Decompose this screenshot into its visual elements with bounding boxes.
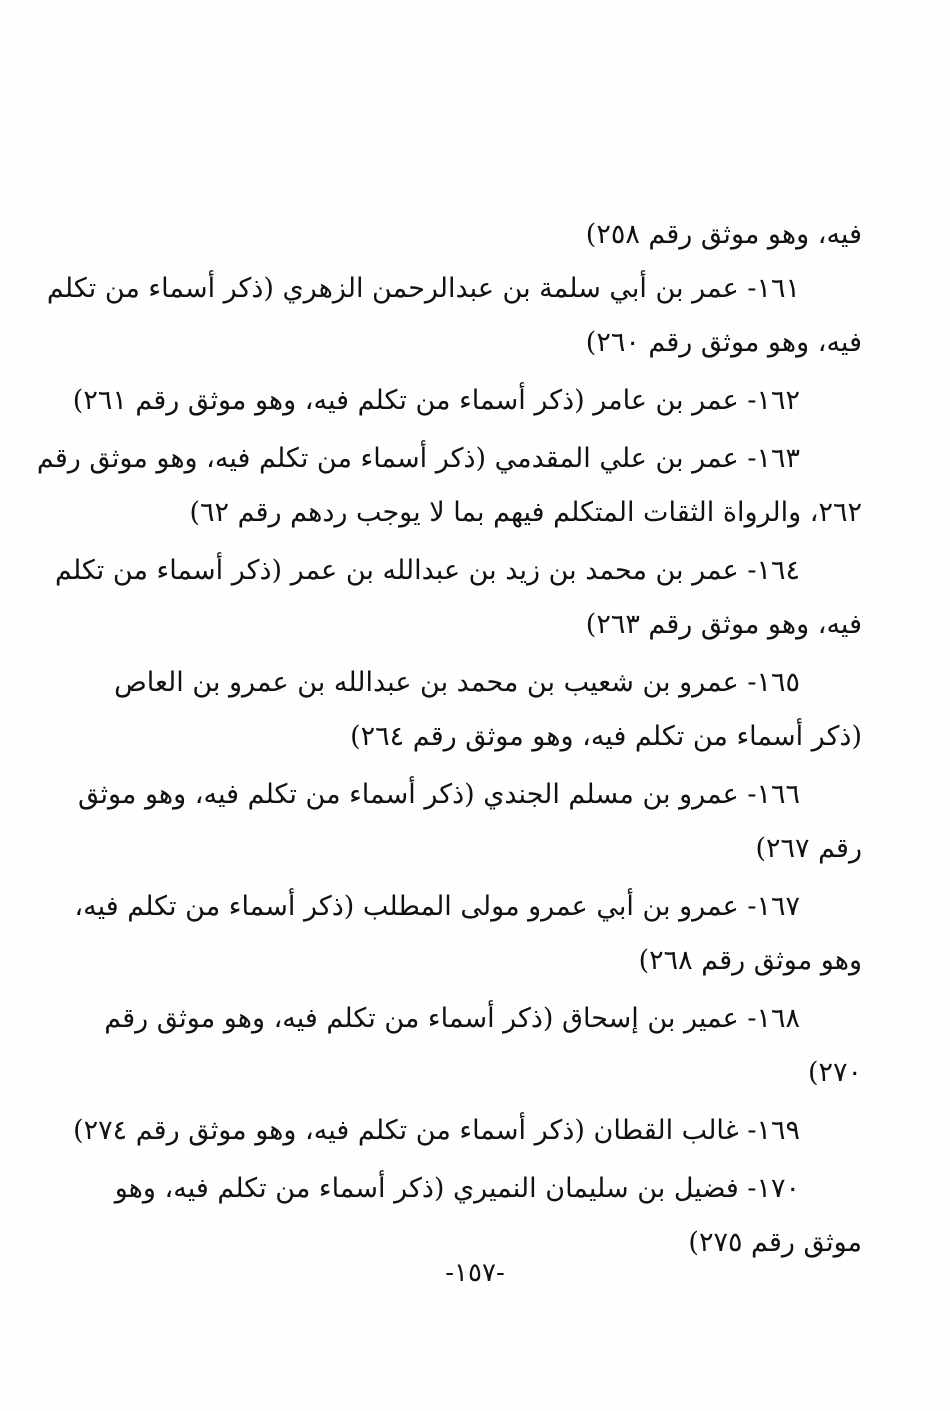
text-line: ١٦٤- عمر بن محمد بن زيد بن عبدالله بن عمر (ذكر أسماء من تكلم [54,555,800,586]
text-line: ١٦٧- عمرو بن أبي عمرو مولى المطلب (ذكر أسماء من تكلم فيه، [74,891,800,922]
text-line: ١٦٩- غالب القطان (ذكر أسماء من تكلم فيه، وهو موثق رقم ٢٧٤) [73,1115,800,1146]
text-line: رقم ٢٦٧) [755,833,862,864]
text-line: ١٦٦- عمرو بن مسلم الجندي (ذكر أسماء من تكلم فيه، وهو موثق [77,779,800,810]
entry-166 [77,768,862,876]
text-line: ١٦٣- عمر بن علي المقدمي (ذكر أسماء من تكلم فيه، وهو موثق رقم [36,443,800,474]
entry-170 [110,1162,862,1270]
continuation-entry [110,208,862,262]
entry-167 [74,880,862,988]
text-line: ١٧٠- فضيل بن سليمان النميري (ذكر أسماء من تكلم فيه، وهو [114,1173,800,1204]
text-line: ١٦٨- عمير بن إسحاق (ذكر أسماء من تكلم فيه، وهو موثق رقم [104,1003,800,1034]
text-line: وهو موثق رقم ٢٦٨) [638,945,862,976]
text-line: ١٦٥- عمرو بن شعيب بن محمد بن عبدالله بن عمرو بن العاص [114,667,800,698]
text-line: فيه، وهو موثق رقم ٢٦٠) [585,327,862,358]
text-line: ١٦٢- عمر بن عامر (ذكر أسماء من تكلم فيه، وهو موثق رقم ٢٦١) [72,385,800,416]
text-line: موثق رقم ٢٧٥) [688,1227,862,1258]
page-number: -١٥٧- [445,1258,505,1288]
entry-168 [104,992,862,1100]
entry-164 [54,544,862,652]
text-line: ٢٦٢، والرواة الثقات المتكلم فيهم بما لا يوجب ردهم رقم ٦٢) [189,497,862,528]
entry-169 [73,1104,862,1158]
text-line: ١٦١- عمر بن أبي سلمة بن عبدالرحمن الزهري (ذكر أسماء من تكلم [46,273,800,304]
entry-162 [72,374,862,428]
text-line: فيه، وهو موثق رقم ٢٥٨) [585,219,862,250]
text-line: فيه، وهو موثق رقم ٢٦٣) [585,609,862,640]
text-body [36,208,862,1274]
entry-161 [46,262,862,370]
text-line: (ذكر أسماء من تكلم فيه، وهو موثق رقم ٢٦٤) [350,721,862,752]
entry-165 [110,656,862,764]
entry-163 [36,432,862,540]
text-line: ٢٧٠) [807,1057,862,1088]
